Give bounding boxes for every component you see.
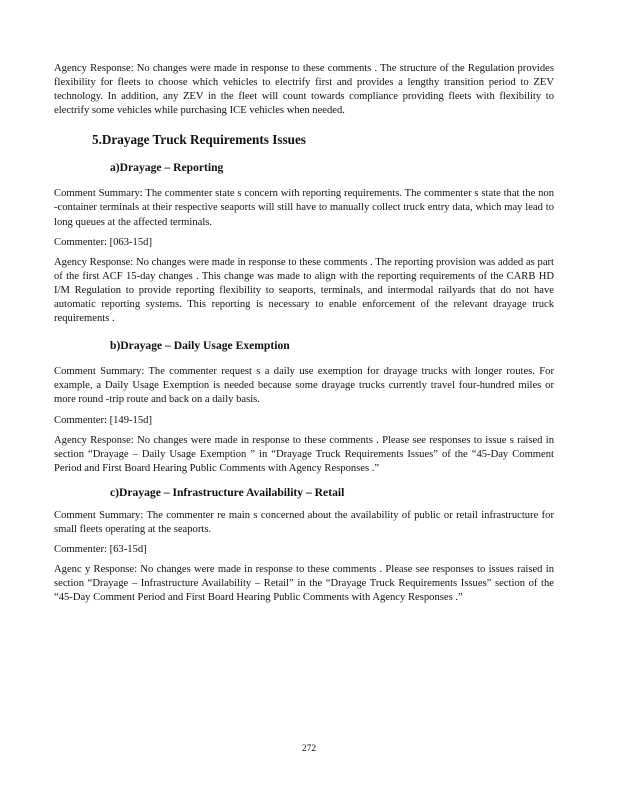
agency-response-infrastructure: Agenc y Response: No changes were made in response to these comments . Please see responses to issues raised in section “Drayage – Infrastructure Availability – Retail” in the “Drayage Truck Requirements Issues” section of the “45-Day Comment Period and First Board Hearing Public Comments with Agency Responses .” [54, 564, 554, 604]
comment-summary-infrastructure: Comment Summary: The commenter re main s concerned about the availability of public or retail infrastructure for small fleets operating at the seaports. [54, 509, 554, 535]
commenter-reporting: Commenter: [063-15d] [54, 236, 152, 248]
page-number: 272 [301, 744, 317, 754]
subsection-heading-reporting: a)Drayage – Reporting [110, 161, 224, 175]
document-body [54, 62, 554, 605]
agency-response-reporting: Agency Response: No changes were made in response to these comments . The reporting provision was added as part of the first ACF 15-day changes . This change was made to align with the reporting requirements of the CARB HD I/M Regulation to provide reporting flexibility to seaports, terminals, and intermodal railyards that do not have automatic reporting systems. This reporting is necessary to enable enforcement of the relevant drayage truck requirements . [54, 256, 554, 325]
section-heading: 5.Drayage Truck Requirements Issues [92, 132, 306, 148]
commenter-daily-usage: Commenter: [149-15d] [54, 414, 152, 426]
comment-summary-reporting: Comment Summary: The commenter state s concern with reporting requirements. The commenter s state that the non -container terminals at their respective seaports will still have to manually collect truck entry data, which may lead to long queues at the affected terminals. [54, 188, 554, 228]
comment-summary-daily-usage: Comment Summary: The commenter request s a daily use exemption for drayage trucks with longer routes. For example, a Daily Usage Exemption is needed because some drayage trucks currently travel four-hundred miles or more round -trip route and back on a daily basis. [54, 366, 554, 406]
subsection-heading-daily-usage: b)Drayage – Daily Usage Exemption [110, 339, 290, 353]
commenter-infrastructure: Commenter: [63-15d] [54, 544, 147, 556]
subsection-heading-infrastructure: c)Drayage – Infrastructure Availability – Retail [110, 485, 345, 499]
agency-response-daily-usage: Agency Response: No changes were made in response to these comments . Please see responses to issue s raised in section “Drayage – Daily Usage Exemption ” in “Drayage Truck Requirements Issues” of the “45-Day Comment Period and First Board Hearing Public Comments with Agency Responses .” [54, 434, 554, 474]
agency-response-paragraph: Agency Response: No changes were made in response to these comments . The structure of the Regulation provides flexibility for fleets to choose which vehicles to electrify first and provides a lengthy transition period to ZEV technology. In addition, any ZEV in the fleet will count towards compliance providing fleets with flexibility to electrify some vehicles while purchasing ICE vehicles when needed. [54, 63, 554, 117]
